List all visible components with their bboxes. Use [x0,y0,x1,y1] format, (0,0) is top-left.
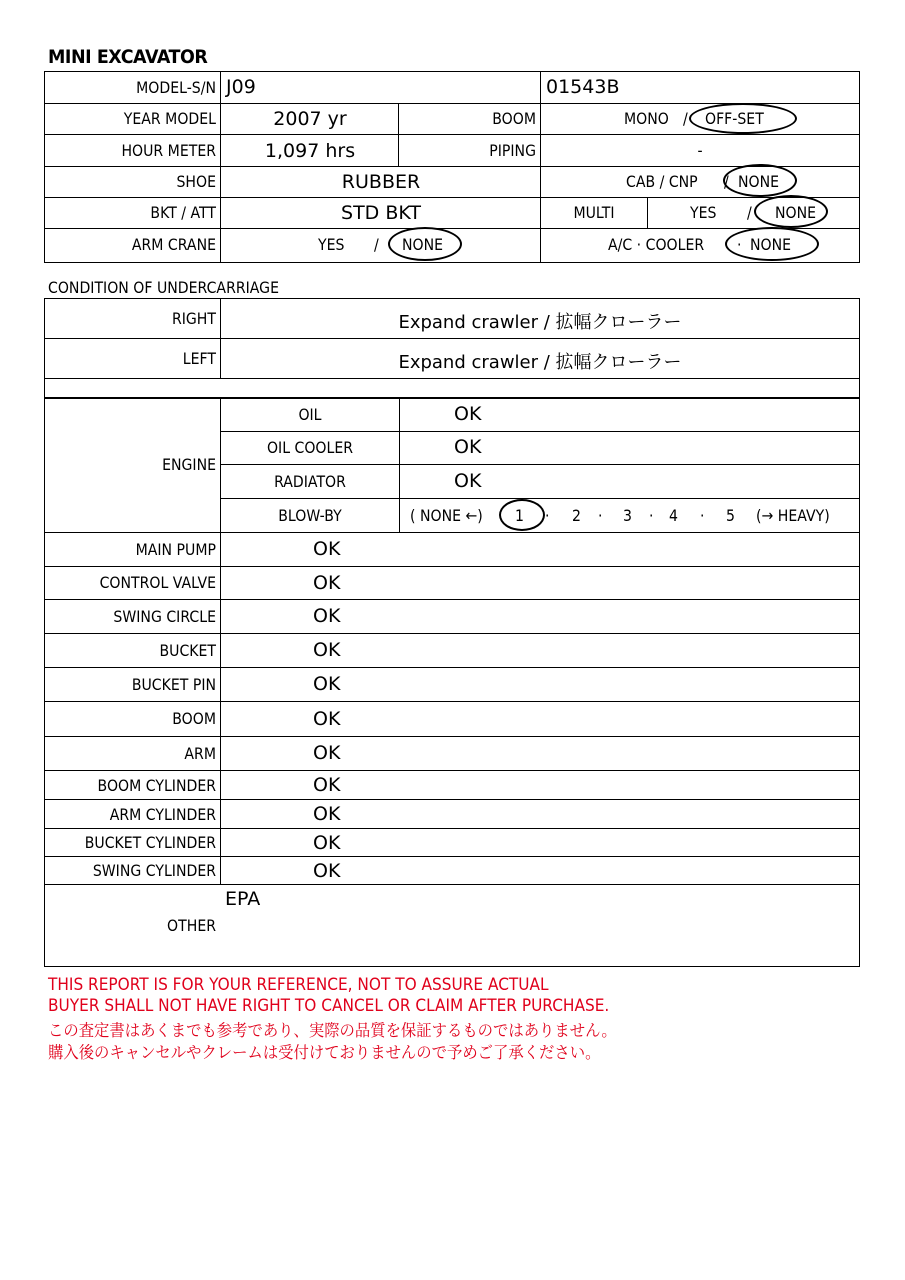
condition-value-bucket: OK [313,639,341,661]
condition-value-bucket-cylinder: OK [313,832,341,854]
serial-number-value: 01543B [546,76,620,98]
blow-by-level-5: 5 [726,506,735,525]
blow-by-level-2: 2 [572,506,581,525]
condition-value-boom-cylinder: OK [313,774,341,796]
radiator-value: OK [454,470,482,492]
oil-label: OIL [298,405,322,424]
blow-by-label: BLOW-BY [278,506,342,525]
bkt-att-label: BKT / ATT [150,203,216,222]
multi-label: MULTI [573,203,615,222]
cab-cnp-option: CAB / CNP [626,172,698,191]
arm-crane-label: ARM CRANE [131,235,216,254]
other-label: OTHER [167,916,216,935]
model-sn-label: MODEL-S/N [136,78,216,97]
condition-label-control-valve: CONTROL VALVE [99,573,216,592]
model-value: J09 [226,76,256,98]
blow-by-level-3: 3 [623,506,632,525]
arm-crane-selected-none: NONE [402,235,444,254]
ac-selected-none: NONE [750,235,792,254]
cab-separator: / [724,172,729,191]
oil-cooler-label: OIL COOLER [266,438,354,457]
blow-by-dot: · [545,506,550,525]
condition-label-main-pump: MAIN PUMP [135,540,216,559]
condition-label-boom: BOOM [172,709,216,728]
condition-label-arm-cylinder: ARM CYLINDER [109,805,216,824]
hour-meter-value: 1,097 hrs [264,140,356,162]
condition-value-arm-cylinder: OK [313,803,341,825]
condition-label-bucket: BUCKET [159,641,216,660]
blow-by-dot: · [700,506,705,525]
other-value: EPA [225,888,261,910]
multi-separator: / [747,203,752,222]
disclaimer-line-1: THIS REPORT IS FOR YOUR REFERENCE, NOT TO ASSURE ACTUAL [48,975,549,994]
condition-value-control-valve: OK [313,572,341,594]
shoe-value: RUBBER [341,171,421,193]
year-model-label: YEAR MODEL [123,109,216,128]
cab-selected-none: NONE [738,172,780,191]
boom-option-mono: MONO [624,109,669,128]
condition-value-boom: OK [313,708,341,730]
shoe-label: SHOE [176,172,216,191]
blow-by-dot: · [649,506,654,525]
boom-label: BOOM [492,109,536,128]
boom-selection-circle [689,103,797,134]
engine-label: ENGINE [162,455,216,474]
blow-by-dot: · [598,506,603,525]
undercarriage-heading: CONDITION OF UNDERCARRIAGE [48,278,279,297]
condition-value-swing-cylinder: OK [313,860,341,882]
condition-label-swing-circle: SWING CIRCLE [113,607,216,626]
blow-by-none: ( NONE ←) [410,506,483,525]
ac-separator: · [737,235,742,254]
right-label: RIGHT [171,309,216,328]
blow-by-level-1: 1 [515,506,524,525]
arm-crane-yes: YES [318,235,345,254]
condition-label-swing-cylinder: SWING CYLINDER [92,861,216,880]
disclaimer-line-3: この査定書はあくまでも参考であり、実際の品質を保証するものではありません。 [48,1021,617,1040]
disclaimer-line-4: 購入後のキャンセルやクレームは受付けておりませんので予めご了承ください。 [48,1043,601,1062]
oil-value: OK [454,403,482,425]
multi-selection-circle [754,195,828,228]
condition-value-bucket-pin: OK [313,673,341,695]
condition-label-bucket-pin: BUCKET PIN [131,675,216,694]
boom-separator: / [683,109,688,128]
oil-cooler-value: OK [454,436,482,458]
piping-value: - [697,141,703,160]
condition-value-main-pump: OK [313,538,341,560]
condition-value-arm: OK [313,742,341,764]
ac-selection-circle [725,227,819,261]
boom-option-offset: OFF-SET [705,109,764,128]
condition-value-swing-circle: OK [313,605,341,627]
multi-yes: YES [690,203,717,222]
arm-crane-selection-circle [388,227,462,261]
piping-label: PIPING [489,141,536,160]
cab-selection-circle [723,164,797,197]
blow-by-level-4: 4 [669,506,678,525]
right-value: Expand crawler / 拡幅クローラー [398,312,682,333]
disclaimer-line-2: BUYER SHALL NOT HAVE RIGHT TO CANCEL OR CLAIM AFTER PURCHASE. [48,996,610,1015]
bkt-att-value: STD BKT [341,202,421,224]
hour-meter-label: HOUR METER [121,141,216,160]
blow-by-selection-circle [499,499,545,531]
radiator-label: RADIATOR [274,472,346,491]
left-value: Expand crawler / 拡幅クローラー [398,352,682,373]
multi-selected-none: NONE [775,203,817,222]
condition-label-arm: ARM [184,744,216,763]
blow-by-heavy: (→ HEAVY) [756,506,830,525]
condition-label-boom-cylinder: BOOM CYLINDER [97,776,216,795]
ac-cooler-option: A/C · COOLER [608,235,705,254]
year-model-value: 2007 yr [273,108,347,130]
document-title: MINI EXCAVATOR [48,46,208,68]
left-label: LEFT [182,349,216,368]
condition-label-bucket-cylinder: BUCKET CYLINDER [84,833,216,852]
arm-crane-separator: / [374,235,379,254]
